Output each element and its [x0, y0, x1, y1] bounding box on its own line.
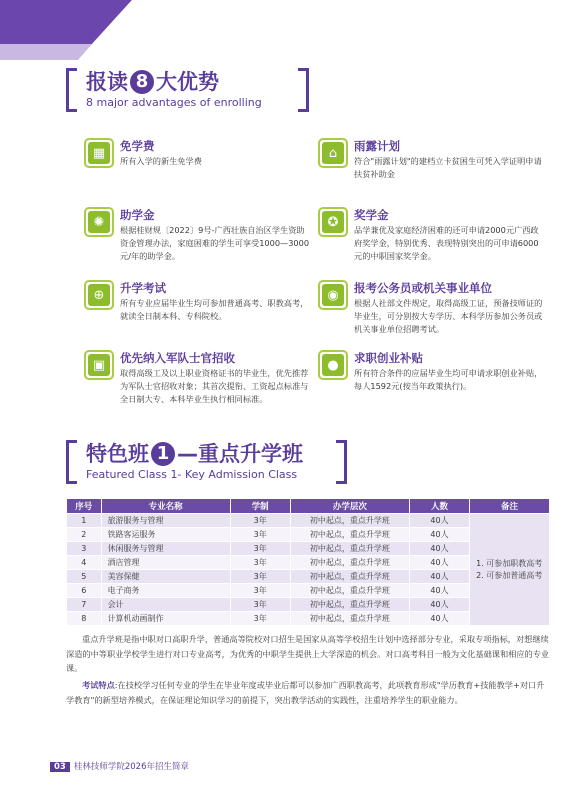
remarks-cell	[470, 514, 550, 626]
section2-title: 特色班 1 —重点升学班	[86, 442, 303, 466]
table-cell: 计算机动画制作	[101, 612, 230, 626]
intro-paragraph: 重点升学班是指中职对口高职升学，普通高等院校对口招生是国家从高等学校招生计划中选择部分专业，采取专项指标，对想继续深造的中等职业学校学生进行对口专业高考，为优秀的中职学生提供上大学深造的机会。对口高考科目一般为文化基础课和相应的专业课。	[66, 634, 550, 673]
sun-icon: ✺	[84, 207, 114, 237]
table-cell: 3年	[230, 598, 290, 612]
table-row	[67, 514, 550, 528]
table-cell: 3年	[230, 514, 290, 528]
table-cell: 40人	[409, 612, 469, 626]
table-cell: 初中起点，重点升学班	[290, 584, 409, 598]
target-icon: ⊕	[84, 280, 114, 310]
bracket-left	[66, 68, 77, 112]
col-header: 学制	[230, 499, 290, 514]
table-cell: 8	[67, 612, 102, 626]
advantage-desc: 根据人社部文件规定，取得高级工证，预备技师证的毕业生，可分别按大专学历、本科学历参加公务员或机关事业单位招聘考试。	[354, 298, 543, 334]
table-cell: 3年	[230, 542, 290, 556]
table-cell: 初中起点，重点升学班	[290, 542, 409, 556]
advantage-title: 升学考试	[120, 281, 166, 295]
table-cell: 初中起点，重点升学班	[290, 570, 409, 584]
advantage-desc: 所有专业应届毕业生均可参加普通高考、职教高考，就读全日制本科、专科院校。	[120, 298, 309, 321]
table-cell: 40人	[409, 514, 469, 528]
section2-heading	[66, 440, 356, 486]
advantage-title: 免学费	[120, 139, 155, 153]
advantage-desc: 根据桂财规〔2022〕9号-广西壮族自治区学生资助资金管理办法，家庭困难的学生可享受1000—3000元/年的助学金。	[120, 225, 310, 261]
table-cell: 初中起点，重点升学班	[290, 528, 409, 542]
advantage-desc: 符合"雨露计划"的建档立卡贫困生可凭入学证明申请扶贫补助金	[354, 156, 542, 179]
table-cell: 40人	[409, 542, 469, 556]
medal-icon: ✪	[318, 207, 348, 237]
corner-decoration	[0, 0, 586, 60]
table-cell: 3	[67, 542, 102, 556]
badge-icon: ▣	[84, 350, 114, 380]
table-cell: 40人	[409, 556, 469, 570]
advantage-title: 奖学金	[354, 208, 389, 222]
table-cell: 酒店管理	[101, 556, 230, 570]
table-cell: 40人	[409, 598, 469, 612]
table-cell: 3年	[230, 612, 290, 626]
table-cell: 初中起点，重点升学班	[290, 514, 409, 528]
table-cell: 1	[67, 514, 102, 528]
col-header: 办学层次	[290, 499, 409, 514]
table-cell: 休闲服务与管理	[101, 542, 230, 556]
table-cell: 40人	[409, 584, 469, 598]
exam-features-paragraph	[66, 678, 550, 707]
exam-features-text: :在技校学习任何专业的学生在毕业年度或毕业后都可以参加广西职教高考，此项教育形成"学历教育+技能教学+对口升学教育"的新型培养模式，在保证理论知识学习的前提下，突出教学活动的实践性，注重培养学生的职业能力。	[66, 680, 545, 705]
advantage-desc: 所有符合条件的应届毕业生均可申请求职创业补贴，每人1592元(按当年政策执行)。	[354, 368, 543, 391]
table-cell: 铁路客运服务	[101, 528, 230, 542]
table-cell: 会计	[101, 598, 230, 612]
bracket-left	[66, 440, 77, 484]
table-cell: 40人	[409, 570, 469, 584]
bracket-right	[298, 68, 309, 112]
advantage-title: 优先纳入军队士官招收	[120, 351, 235, 365]
footer	[50, 760, 189, 772]
section1-heading	[66, 68, 316, 114]
col-header: 专业名称	[101, 499, 230, 514]
grid-icon: ▦	[84, 138, 114, 168]
lamp-icon: ⌂	[318, 138, 348, 168]
table-cell: 3年	[230, 570, 290, 584]
page-number: 03	[50, 762, 70, 772]
remarks-text: 1. 可参加职教高考 2. 可参加普通高考	[476, 558, 543, 580]
advantage-title: 求职创业补贴	[354, 351, 423, 365]
table-cell: 旅游服务与管理	[101, 514, 230, 528]
table-cell: 3年	[230, 528, 290, 542]
table-cell: 3年	[230, 556, 290, 570]
bracket-right	[336, 440, 347, 484]
table-cell: 初中起点，重点升学班	[290, 598, 409, 612]
majors-table	[66, 498, 550, 626]
advantage-title: 雨露计划	[354, 139, 400, 153]
section1-subtitle: 8 major advantages of enrolling	[86, 96, 262, 109]
col-header: 人数	[409, 499, 469, 514]
table-cell: 5	[67, 570, 102, 584]
table-cell: 初中起点，重点升学班	[290, 612, 409, 626]
footer-text: 桂林技师学院2026年招生简章	[73, 762, 189, 772]
table-cell: 4	[67, 556, 102, 570]
table-cell: 电子商务	[101, 584, 230, 598]
col-header: 备注	[470, 499, 550, 514]
advantage-title: 报考公务员或机关事业单位	[354, 281, 492, 295]
table-cell: 7	[67, 598, 102, 612]
table-cell: 美容保健	[101, 570, 230, 584]
section2-subtitle: Featured Class 1- Key Admission Class	[86, 468, 298, 481]
advantage-title: 助学金	[120, 208, 155, 222]
table-cell: 初中起点，重点升学班	[290, 556, 409, 570]
coin-icon: ●	[318, 350, 348, 380]
col-header: 序号	[67, 499, 102, 514]
eye-icon: ◉	[318, 280, 348, 310]
table-cell: 3年	[230, 584, 290, 598]
table-cell: 2	[67, 528, 102, 542]
table-cell: 6	[67, 584, 102, 598]
table-header-row	[67, 499, 550, 514]
exam-features-label: 考试特点	[82, 680, 115, 690]
advantage-desc: 取得高级工及以上职业资格证书的毕业生，优先推荐为军队士官招收对象；其首次提衔、工资起点标准与全日制大专、本科毕业生执行相同标准。	[120, 368, 309, 404]
advantage-desc: 所有入学的新生免学费	[120, 156, 202, 166]
table-cell: 40人	[409, 528, 469, 542]
advantage-desc: 品学兼优及家庭经济困难的还可申请2000元广西政府奖学金，特别优秀、表现特别突出的可申请6000元的中职国家奖学金。	[354, 225, 539, 261]
section1-title: 报读 8 大优势	[86, 70, 219, 94]
